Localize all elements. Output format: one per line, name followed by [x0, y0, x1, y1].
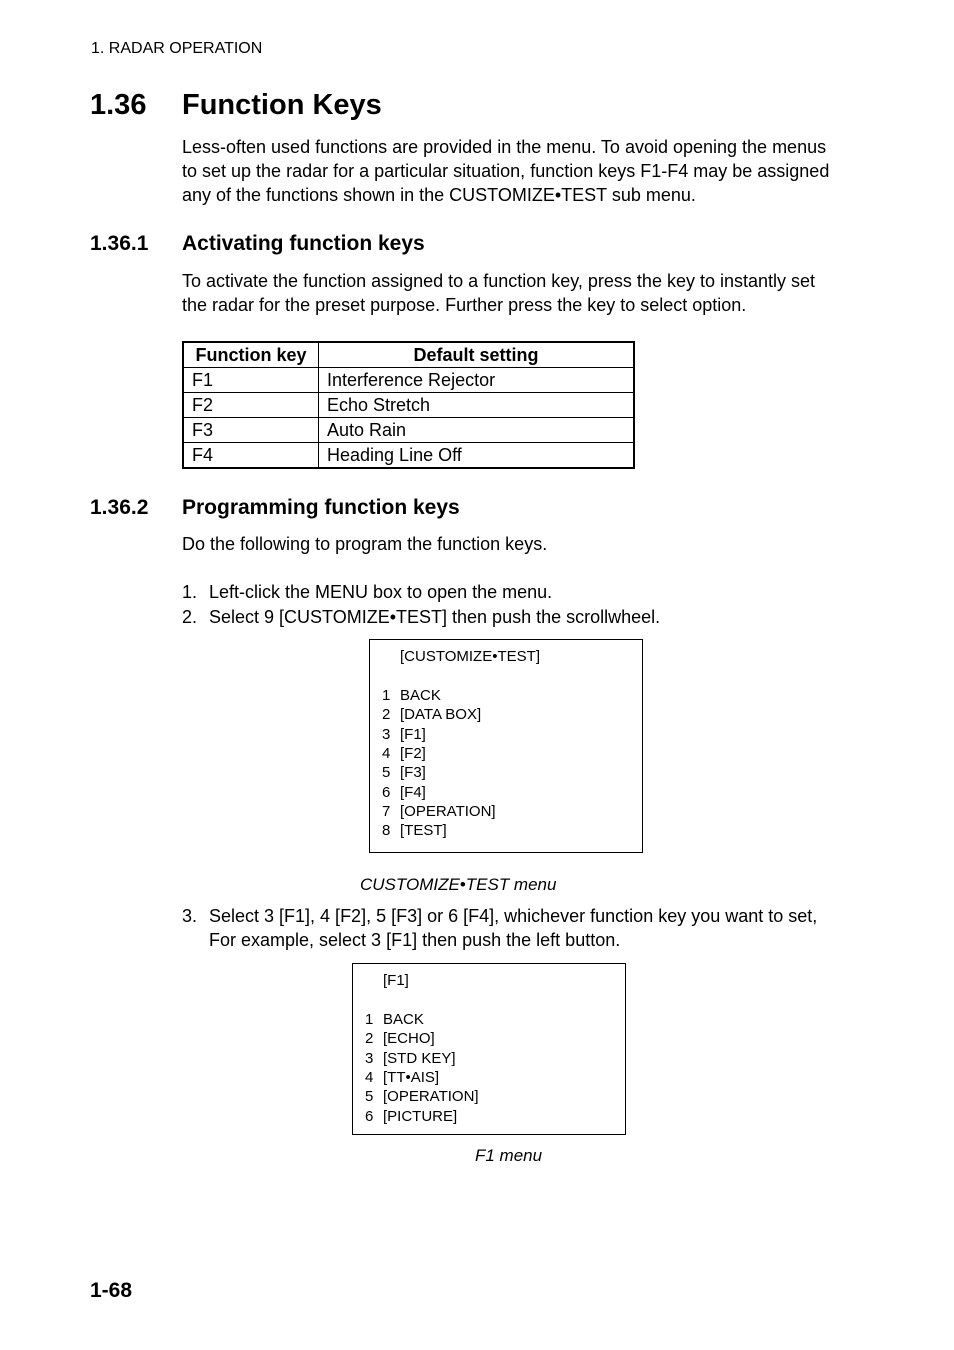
menu-item-number: 2 [365, 1030, 374, 1048]
menu-item-label: [F4] [400, 783, 426, 801]
menu-item-label: [F2] [400, 744, 426, 762]
menu-item-number: 3 [365, 1049, 374, 1067]
section-intro: Less-often used functions are provided in the menu. To avoid opening the menus to set up the radar for a particular situation, function keys F1-F4 may be assigned any of the functions shown in the CUSTOMIZE•TEST sub menu. [182, 137, 830, 205]
menu-item-label: [OPERATION] [400, 802, 496, 820]
menu-item-number: 1 [382, 687, 391, 704]
menu-item-label: [PICTURE] [383, 1107, 458, 1125]
table-cell-setting: Auto Rain [319, 418, 635, 443]
menu-item-number: 8 [382, 822, 391, 840]
table-cell-key: F4 [183, 443, 319, 469]
step-number: 2. [182, 607, 198, 627]
table-header-default-setting: Default setting [319, 342, 635, 368]
menu-item-label: BACK [400, 687, 441, 704]
table-row [183, 368, 634, 393]
subsection-text: To activate the function assigned to a function key, press the key to instantly set the radar for the preset purpose. Further press the key to select option. [182, 271, 816, 315]
menu-item-number: 6 [365, 1107, 374, 1125]
menu-item-label: BACK [383, 1011, 424, 1028]
menu-item-number: 5 [382, 764, 391, 782]
menu-item-number: 4 [382, 744, 391, 762]
menu-item-number: 4 [365, 1068, 374, 1086]
page-number: 1-68 [90, 1279, 133, 1302]
menu-title: [CUSTOMIZE•TEST] [400, 648, 540, 665]
step-number: 1. [182, 582, 198, 602]
f1-menu [352, 963, 626, 1135]
table-header-row [183, 342, 634, 368]
menu-item-number: 3 [382, 725, 391, 743]
menu-item-label: [TT•AIS] [383, 1068, 440, 1086]
table-cell-key: F3 [183, 418, 319, 443]
subsection-title: Activating function keys [182, 232, 425, 255]
menu-item-label: [TEST] [400, 822, 447, 840]
menu-item-label: [F3] [400, 764, 426, 782]
step-number: 3. [182, 906, 198, 926]
menu-item-number: 6 [382, 783, 391, 801]
menu-item-number: 5 [365, 1088, 374, 1106]
table-row [183, 393, 634, 418]
running-header: 1. RADAR OPERATION [91, 40, 263, 57]
step-text: Select 9 [CUSTOMIZE•TEST] then push the scrollwheel. [209, 607, 661, 627]
menu-title: [F1] [383, 972, 409, 989]
menu-item-number: 2 [382, 706, 391, 724]
menu-item-label: [OPERATION] [383, 1088, 479, 1106]
menu-item-label: [DATA BOX] [400, 706, 482, 724]
table-cell-setting: Interference Rejector [319, 368, 635, 393]
table-cell-setting: Echo Stretch [319, 393, 635, 418]
table-cell-key: F2 [183, 393, 319, 418]
step-text: For example, select 3 [F1] then push the left button. [209, 930, 621, 950]
table-cell-setting: Heading Line Off [319, 443, 635, 469]
menu-item-label: [F1] [400, 725, 426, 743]
menu-item-label: [STD KEY] [383, 1049, 456, 1067]
subsection-title: Programming function keys [182, 496, 460, 519]
section-title: Function Keys [182, 89, 382, 121]
step-text: Select 3 [F1], 4 [F2], 5 [F3] or 6 [F4], whichever function key you want to set, [209, 906, 818, 926]
subsection-number: 1.36.1 [90, 232, 149, 255]
step-text: Left-click the MENU box to open the menu. [209, 582, 553, 602]
figure-caption: CUSTOMIZE•TEST menu [360, 875, 557, 894]
function-key-table [182, 341, 635, 469]
figure-caption: F1 menu [475, 1146, 543, 1165]
table-row [183, 418, 634, 443]
subsection-text: Do the following to program the function keys. [182, 534, 548, 554]
table-row [183, 443, 634, 469]
menu-item-label: [ECHO] [383, 1030, 435, 1048]
subsection-number: 1.36.2 [90, 496, 149, 519]
table-header-function-key: Function key [183, 342, 319, 368]
customize-test-menu [369, 639, 643, 853]
menu-item-number: 1 [365, 1011, 374, 1028]
menu-item-number: 7 [382, 802, 391, 820]
section-number: 1.36 [90, 89, 147, 121]
table-cell-key: F1 [183, 368, 319, 393]
